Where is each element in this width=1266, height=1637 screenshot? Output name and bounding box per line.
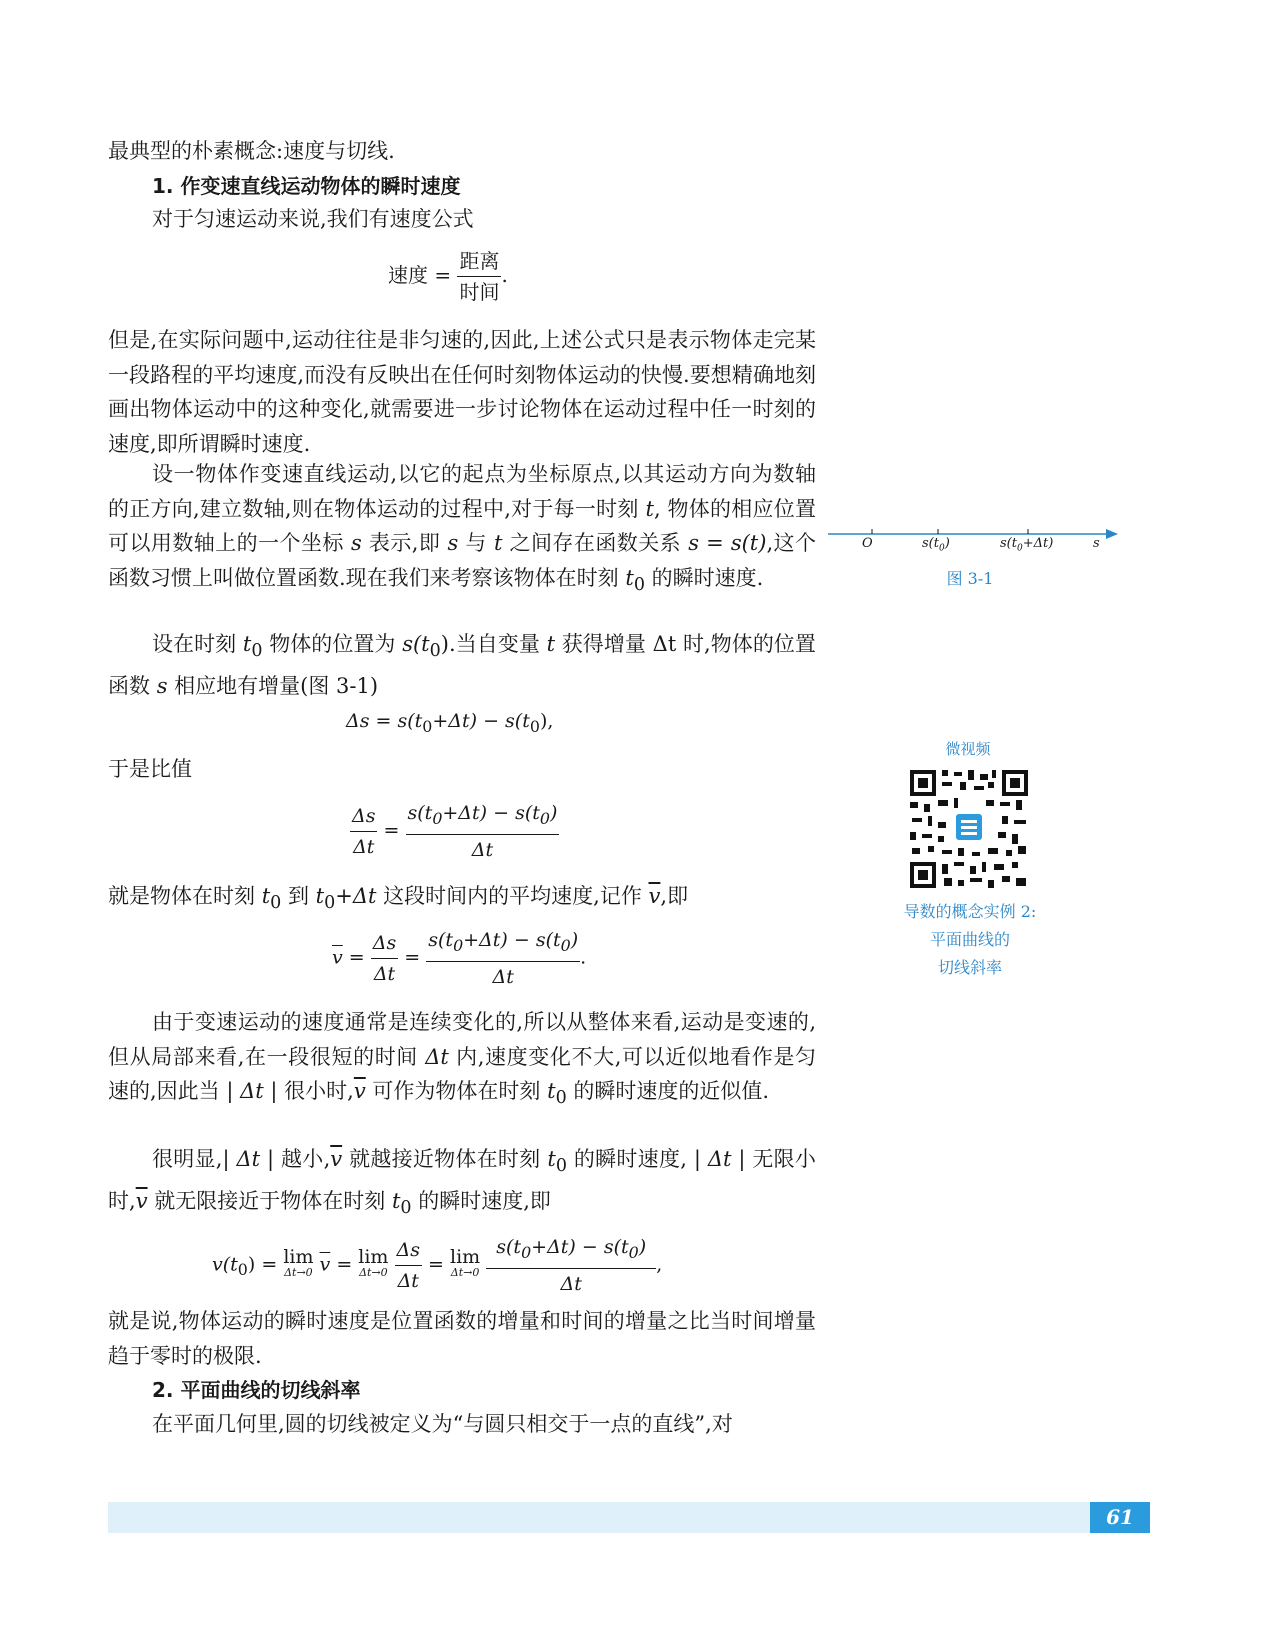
- arrow-right-icon: [1106, 529, 1118, 539]
- label-origin: O: [862, 536, 873, 551]
- section-heading-2: 2. 平面曲线的切线斜率: [152, 1378, 361, 1402]
- paragraph-variable-speed: 由于变速运动的速度通常是连续变化的,所以从整体来看,运动是变速的,但从局部来看,在一段很短的时间 Δt 内,速度变化不大,可以近似地看作是匀速的,因此当 | Δt | 很小时$,\overline{v}$ 可作为物体在时刻 $t_0$ 的瞬时速度的近似值.: [108, 1010, 816, 1109]
- paragraph-setup: 设一物体作变速直线运动,以它的起点为坐标原点,以其运动方向为数轴的正方向,建立数轴,则在物体运动的过程中,对于每一时刻 t, 物体的相应位置可以用数轴上的一个坐标 s 表示,即 s 与 t 之间存在函数关系 s = s(t),这个函数习惯上叫做位置函数.现在我们来考察该物体在时刻 $t_0$ 的瞬时速度.: [108, 462, 816, 595]
- label-s-t0-dt: $s(t_0+\Delta t)$: [1000, 536, 1054, 554]
- figure-caption: 图 3-1: [946, 569, 994, 588]
- label-s-axis: s: [1093, 536, 1100, 551]
- equation-speed: [388, 246, 508, 307]
- section-heading-1: 1. 作变速直线运动物体的瞬时速度: [152, 174, 461, 198]
- qr-code-icon: [908, 768, 1030, 890]
- paragraph-average: 就是物体在时刻 $t_0$ 到 $t_0+\Delta t$ 这段时间内的平均速度,记作 $\overline{v}$,即: [108, 884, 689, 914]
- paragraph-uniform: 对于匀速运动来说,我们有速度公式: [152, 207, 474, 231]
- page-number: 61: [1090, 1502, 1150, 1533]
- paragraph-obviously: 很明显,| Δt | 越小$,\overline{v}$ 就越接近物体在时刻 $t_0$ 的瞬时速度, | Δt | 无限小时$,\overline{v}$ 就无限接近于物体在时刻 $t_0$ 的瞬时速度,即: [108, 1147, 816, 1218]
- paragraph-meaning: 就是说,物体运动的瞬时速度是位置函数的增量和时间的增量之比当时间增量趋于零时的极限.: [108, 1309, 816, 1368]
- paragraph-ratio: 于是比值: [108, 757, 192, 781]
- video-caption-line1: 导数的概念实例 2:: [903, 902, 1037, 921]
- paragraph-plane-geometry: 在平面几何里,圆的切线被定义为“与圆只相交于一点的直线”,对: [152, 1412, 733, 1436]
- label-s-t0: $s(t_0)$: [922, 536, 950, 554]
- equation-instant-speed: $v(t_0) = \lim$ Δt→0 $\overline{v} = \lim$ Δt→0 $\frac{\Delta s}{\Delta t}$ = lim Δt→0 $\frac{s(t_0+\Delta t) - s(t_0)}{\Delta t}$ ,: [212, 1232, 662, 1299]
- equation-delta-s: $\Delta s = s(t_0+\Delta t) - s(t_0)$,: [346, 710, 554, 736]
- equation-speed-denominator: 时间: [459, 280, 500, 304]
- video-title: 微视频: [945, 740, 991, 758]
- qr-code[interactable]: [908, 768, 1030, 890]
- equation-speed-numerator: 距离: [457, 246, 501, 277]
- footer-bar: [108, 1502, 1150, 1533]
- figure-3-1: [828, 520, 1118, 560]
- paragraph-position: 设在时刻 $t_0$ 物体的位置为 $s(t_0)$.当自变量 t 获得增量 Δt 时,物体的位置函数 s 相应地有增量(图 3-1): [108, 632, 816, 698]
- video-caption: [880, 898, 1060, 982]
- paragraph-but: 但是,在实际问题中,运动往往是非匀速的,因此,上述公式只是表示物体走完某一段路程的平均速度,而没有反映出在任何时刻物体运动的快慢.要想精确地刻画出物体运动中的这种变化,就需要进一步讨论物体在运动过程中任一时刻的速度,即所谓瞬时速度.: [108, 328, 816, 456]
- video-caption-line2: 平面曲线的: [929, 930, 1010, 949]
- equation-average-speed: $\overline{v}$ = $\frac{\Delta s}{\Delta t}$ = $\frac{s(t_0+\Delta t) - s(t_0)}{\Delta t}$ .: [332, 925, 586, 992]
- equation-speed-lhs: 速度 =: [388, 263, 452, 287]
- equation-ratio: $\frac{\Delta s}{\Delta t}$ = $\frac{s(t_0+\Delta t) - s(t_0)}{\Delta t}$: [350, 798, 559, 865]
- intro-line: 最典型的朴素概念:速度与切线.: [108, 139, 395, 163]
- video-caption-line3: 切线斜率: [937, 958, 1002, 977]
- equation-speed-period: .: [501, 263, 508, 287]
